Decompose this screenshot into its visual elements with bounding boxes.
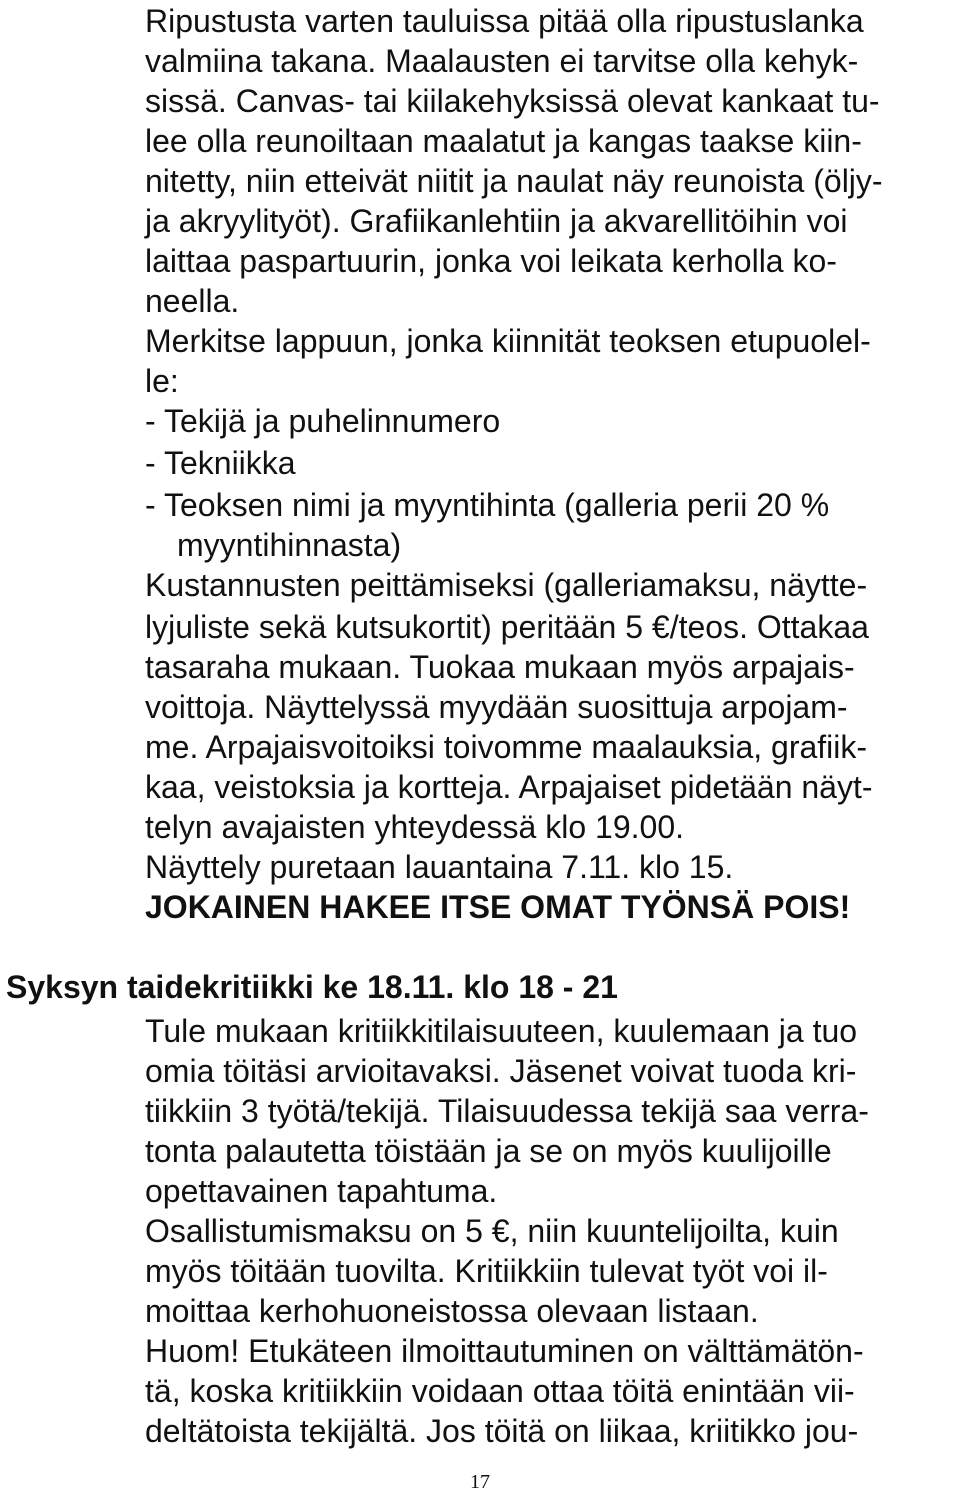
body-text-line: tiikkiin 3 työtä/tekijä. Tilaisuudessa tekijä saa verra- (145, 1093, 869, 1129)
body-text-line: Näyttely puretaan lauantaina 7.11. klo 15. (145, 849, 734, 885)
body-text-line: voittoja. Näyttelyssä myydään suosittuja arpojam- (145, 689, 848, 725)
body-text-line: me. Arpajaisvoitoiksi toivomme maalauksia, grafiik- (145, 729, 868, 765)
list-item: - Teoksen nimi ja myyntihinta (galleria perii 20 % (145, 487, 830, 523)
body-text-line: lee olla reunoiltaan maalatut ja kangas taakse kiin- (145, 123, 862, 159)
body-text-line: Huom! Etukäteen ilmoittautuminen on välttämätön- (145, 1333, 864, 1369)
body-text-line: moittaa kerhohuoneistossa olevaan listaan. (145, 1293, 759, 1329)
list-item-continuation: myyntihinnasta) (177, 527, 402, 563)
body-text-line: le: (145, 363, 179, 399)
section-heading: Syksyn taidekritiikki ke 18.11. klo 18 - 21 (6, 969, 618, 1005)
list-item: - Tekijä ja puhelinnumero (145, 403, 501, 439)
body-text-line: deltätoista tekijältä. Jos töitä on liikaa, kriitikko jou- (145, 1413, 859, 1449)
body-text-line: nitetty, niin etteivät niitit ja naulat näy reunoista (öljy- (145, 163, 883, 199)
body-text-line: Kustannusten peittämiseksi (galleriamaksu, näytte- (145, 567, 868, 603)
body-text-line: Tule mukaan kritiikkitilaisuuteen, kuulemaan ja tuo (145, 1013, 858, 1049)
body-text-line: opettavainen tapahtuma. (145, 1173, 498, 1209)
body-text-line: lyjuliste sekä kutsukortit) peritään 5 €/teos. Ottakaa (145, 609, 869, 645)
page-number: 17 (470, 1471, 490, 1493)
body-text-line: tonta palautetta töistään ja se on myös kuulijoille (145, 1133, 832, 1169)
body-text-line: myös töitään tuovilta. Kritiikkiin tulevat työt voi il- (145, 1253, 828, 1289)
body-text-line: kaa, veistoksia ja kortteja. Arpajaiset pidetään näyt- (145, 769, 873, 805)
body-text-line: telyn avajaisten yhteydessä klo 19.00. (145, 809, 684, 845)
body-text-line: valmiina takana. Maalausten ei tarvitse olla kehyk- (145, 43, 859, 79)
body-text-line: neella. (145, 283, 240, 319)
emphasis-line: JOKAINEN HAKEE ITSE OMAT TYÖNSÄ POIS! (145, 889, 851, 925)
body-text-line: Osallistumismaksu on 5 €, niin kuuntelijoilta, kuin (145, 1213, 839, 1249)
body-text-line: laittaa paspartuurin, jonka voi leikata kerholla ko- (145, 243, 837, 279)
body-text-line: Ripustusta varten tauluissa pitää olla ripustuslanka (145, 3, 864, 39)
list-item: - Tekniikka (145, 445, 296, 481)
body-text-line: tasaraha mukaan. Tuokaa mukaan myös arpajais- (145, 649, 855, 685)
body-text-line: Merkitse lappuun, jonka kiinnität teoksen etupuolel- (145, 323, 871, 359)
body-text-line: sissä. Canvas- tai kiilakehyksissä olevat kankaat tu- (145, 83, 880, 119)
body-text-line: tä, koska kritiikkiin voidaan ottaa töitä enintään vii- (145, 1373, 855, 1409)
body-text-line: omia töitäsi arvioitavaksi. Jäsenet voivat tuoda kri- (145, 1053, 857, 1089)
body-text-line: ja akryylityöt). Grafiikanlehtiin ja akvarellitöihin voi (145, 203, 848, 239)
